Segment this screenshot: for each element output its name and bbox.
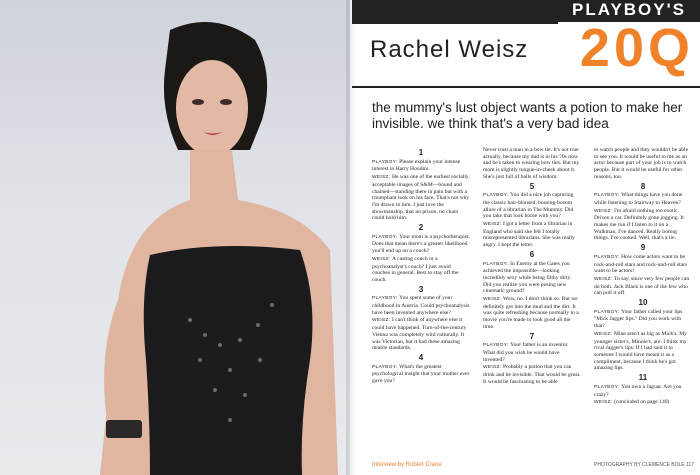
question-number: 4 [418, 352, 424, 362]
text-column-2 [483, 147, 581, 475]
question-number: 2 [418, 223, 424, 233]
question-text: PLAYBOY: Your father called your lips "Mick Jagger lips." Did you work with that? [594, 308, 683, 330]
question-label: PLAYBOY: [483, 193, 511, 199]
answer-text: Never trust a man in a bow tie. It's not true actually, because my dad is in his 70s now and he's taken to wearing bow ties. But my mom is slightly tongue-in-cheek about it. She's just full of balls of wisdom. [483, 147, 580, 180]
question-number: 3 [418, 284, 424, 294]
question-number: 1 [418, 148, 424, 157]
question-number: 6 [529, 249, 535, 259]
photo-credit-folio: PHOTOGRAPHY BY CLEMENCE BOLE 117 [594, 462, 694, 468]
answer-label: WEISZ: [372, 175, 392, 181]
question-text: PLAYBOY: What things have you done while listening to Stairway to Heaven? [594, 192, 683, 206]
answer-text: WEISZ: A casting couch or a psychoanalyst's couch? I just avoid couches in general. Best to stay off the couch. [372, 255, 459, 283]
question-label: PLAYBOY: [483, 343, 511, 349]
answer-text: to watch people and they wouldn't be able to see you. It would be useful to me as an actor because part of your job is to watch people. But it would be useful for other reasons, too. [594, 147, 689, 180]
interviewee-name: Rachel Weisz [370, 36, 529, 63]
answer-text: WEISZ: Mine aren't as big as Mick's. My younger sister's, Minnie's, are. I think my rival Jagger's lips. If I had said it to someone I would have meant it as a compliment, because I think he's got amazing lips. [594, 330, 687, 372]
answer-label: WEISZ: [594, 208, 614, 214]
answer-label: WEISZ: [483, 222, 503, 228]
question-text: PLAYBOY: You did a nice job capturing the classic hair-blonsed, bossing-bosom allure of a librarian in The Mummy. Did you take that look home with you? [483, 192, 574, 220]
question-text: PLAYBOY: You spent some of your childhood in Austria. Could psychoanalysis have been invented anywhere else? [372, 295, 470, 316]
question-label: PLAYBOY: [372, 296, 400, 302]
question-number: 11 [638, 373, 648, 383]
question-text: PLAYBOY: How come actors want to be rock-and-roll stars and rock-and-roll stars want to be actors? [594, 253, 688, 275]
question-text: PLAYBOY: What's the greatest psychological insight that your mother ever gave you? [372, 363, 470, 385]
text-column-3 [594, 147, 692, 469]
question-label: PLAYBOY: [372, 234, 400, 240]
question-text: PLAYBOY: You own a Jaguar. Are you crazy? [594, 383, 682, 398]
question-number: 7 [529, 331, 535, 341]
answer-text: WEISZ: Probably a potion that you can drink and be invisible. That would be great. It would be fascinating to be able [483, 364, 581, 385]
question-label: PLAYBOY: [594, 309, 622, 315]
answer-label: WEISZ: [594, 276, 614, 282]
article-page [352, 0, 700, 475]
brand-title: PLAYBOY'S [572, 0, 686, 19]
question-text: PLAYBOY: Your father is an inventor. What did you wish he would have invented? [483, 342, 569, 363]
question-number: 10 [638, 298, 648, 308]
question-label: PLAYBOY: [372, 364, 400, 370]
question-label: PLAYBOY: [483, 261, 511, 267]
question-text: PLAYBOY: In Enemy at the Gates you achieved the impossible—looking incredibly sexy while being filthy dirty. Did you realize you were posing new cinematic ground? [483, 260, 572, 295]
question-label: PLAYBOY: [594, 384, 622, 390]
answer-text: WEISZ: (concluded on page 140) [594, 399, 670, 406]
question-text: PLAYBOY: Your mom is a psychotherapist. Does that mean there's a greater likelihood you'll end up on a couch? [372, 233, 470, 255]
question-text: PLAYBOY: Please explain your intense interest in Harry Houdini. [372, 158, 461, 173]
answer-text: WEISZ: To say, since very few people can do both. Jack Black is one of the few who can pull it off. [594, 275, 690, 297]
answer-label: WEISZ: [372, 318, 392, 324]
article-dek: the mummy's lust object wants a potion to make her invisible. we think that's a very bad idea [372, 100, 683, 131]
answer-label: WEISZ: [483, 297, 503, 303]
answer-text: WEISZ: I got a letter from a librarian in England who said she felt I totally misrepresented librarians. She was really angry. I kept the letter. [483, 221, 575, 249]
answer-text: WEISZ: Wow, no. I don't think so. But we definitely got into the mud and the dirt. It was quite refreshing because normally in a movie you're made to look good all the time. [483, 296, 579, 330]
question-number: 8 [640, 181, 646, 191]
question-label: PLAYBOY: [594, 254, 622, 260]
answer-label: WEISZ: [594, 400, 614, 406]
answer-label: WEISZ: [594, 331, 614, 337]
question-number: 5 [529, 181, 535, 191]
question-number: 9 [640, 243, 646, 253]
answer-text: WEISZ: He was one of the earliest socially acceptable images of S&M—bound and chained—standing there in pain but with a triumphant look on his face. That's not why I'm drawn to him. I just love the showmanship, that no prison, no chain could hold him. [372, 174, 470, 222]
header-rule [352, 86, 700, 88]
series-mark: 20Q [579, 18, 694, 78]
answer-text: WEISZ: I can't think of anywhere else it could have happened. Turn-of-the-century Vienna was completely wild culturally. It was Victorian, but it had these amazing double standards. [372, 317, 467, 352]
question-label: PLAYBOY: [594, 193, 622, 199]
answer-text: WEISZ: I'm afraid nothing too exotic. Driven a car. Definitely gone jogging. It makes me run if I listen to it on a Walkman. I've danced. Really boring things. I've cooked. Well, that's a lie. [594, 207, 684, 242]
answer-label: WEISZ: [483, 365, 503, 371]
question-label: PLAYBOY: [372, 159, 400, 165]
answer-label: WEISZ: [372, 256, 392, 262]
byline: Interview by Robert Crane [372, 462, 442, 468]
text-column-1 [372, 147, 470, 447]
